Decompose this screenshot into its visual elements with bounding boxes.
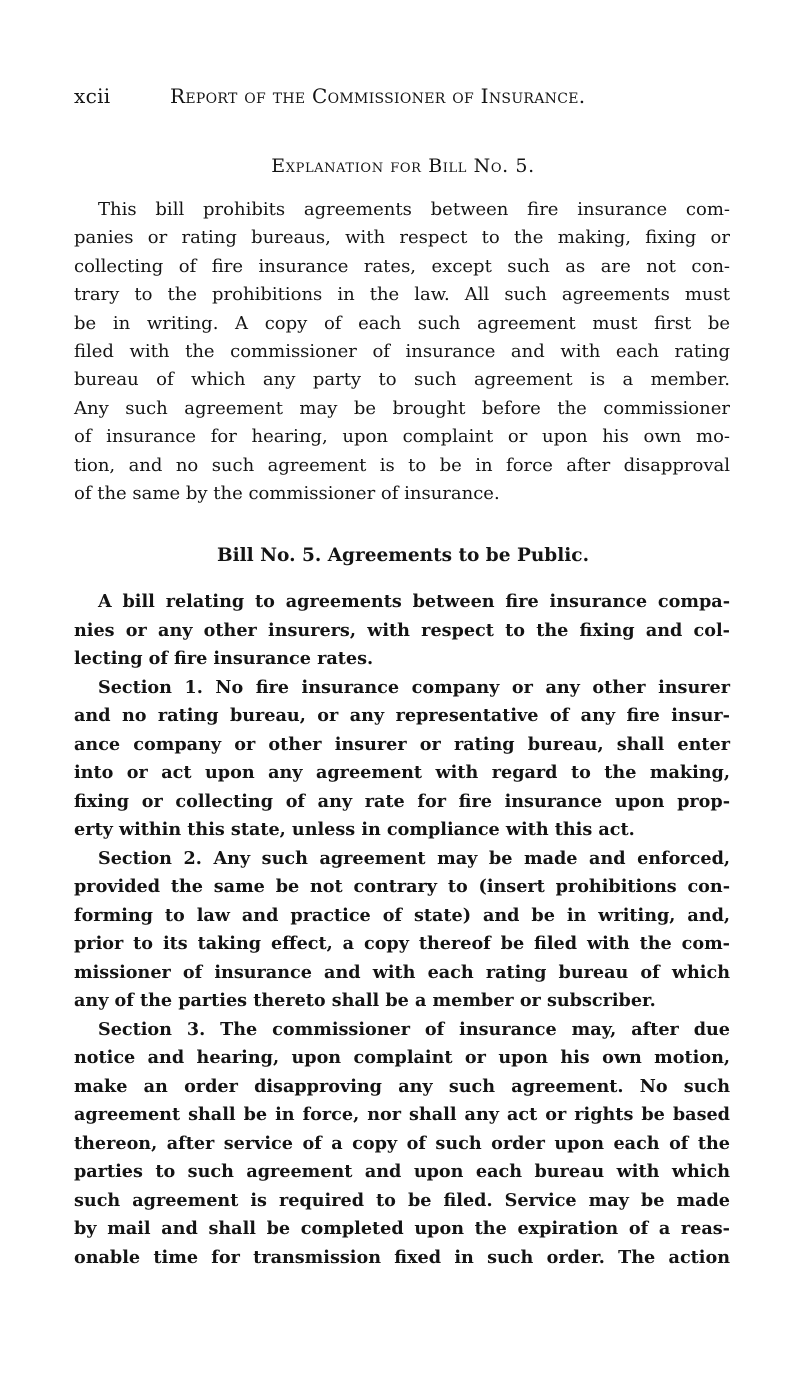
explanation-paragraph — [74, 196, 730, 508]
section-3-line: by mail and shall be completed upon the expiration of a reas- — [74, 1218, 730, 1239]
bill-heading: Bill No. 5. Agreements to be Public. — [216, 545, 590, 566]
section-2-line: Section 2. Any such agreement may be made and enforced, — [98, 847, 730, 869]
bill-text — [74, 588, 730, 1272]
intro-line: nies or any other insurers, with respect to the fixing and col- — [74, 619, 730, 641]
text-line: trary to the prohibitions in the law. All such agreements must — [74, 284, 730, 306]
text-line: filed with the commissioner of insurance and with each rating — [74, 341, 730, 363]
text-line: bureau of which any party to such agreement is a member. — [74, 369, 730, 391]
section-2-line: provided the same be not contrary to (insert prohibitions con- — [74, 876, 730, 897]
section-1-line: Section 1. No fire insurance company or any other insurer — [98, 676, 730, 698]
section-3-line: parties to such agreement and upon each bureau with which — [74, 1161, 730, 1182]
section-3-line: such agreement is required to be filed. Service may be made — [74, 1189, 730, 1211]
text-line: This bill prohibits agreements between fire insurance com- — [98, 199, 730, 220]
intro-line: A bill relating to agreements between fire insurance compa- — [98, 591, 730, 612]
section-1-line: fixing or collecting of any rate for fire insurance upon prop- — [74, 790, 730, 812]
page-folio: xcii — [74, 84, 111, 108]
running-head — [74, 84, 734, 108]
section-3-line: make an order disapproving any such agreement. No such — [74, 1075, 730, 1097]
section-1-line: and no rating bureau, or any representative of any fire insur- — [74, 705, 730, 726]
text-line: tion, and no such agreement is to be in force after disapproval — [74, 454, 730, 476]
section-3-line: thereon, after service of a copy of such order upon each of the — [74, 1132, 730, 1154]
text-line: of insurance for hearing, upon complaint or upon his own mo- — [74, 426, 730, 448]
section-3-line: agreement shall be in force, nor shall any act or rights be based — [74, 1104, 730, 1125]
intro-line: lecting of fire insurance rates. — [74, 648, 374, 669]
section-1-line: into or act upon any agreement with regard to the making, — [74, 762, 730, 783]
text-line: panies or rating bureaus, with respect to the making, fixing or — [74, 227, 730, 249]
section-2-line: any of the parties thereto shall be a member or subscriber. — [74, 990, 656, 1011]
section-3-line: notice and hearing, upon complaint or upon his own motion, — [74, 1047, 730, 1068]
section-3-line: onable time for transmission fixed in such order. The action — [74, 1246, 730, 1268]
section-2-line: missioner of insurance and with each rating bureau of which — [74, 961, 730, 983]
section-1-line: erty within this state, unless in compliance with this act. — [74, 819, 635, 840]
section-2-line: prior to its taking effect, a copy thereof be filed with the com- — [74, 933, 730, 954]
text-line: be in writing. A copy of each such agreement must first be — [74, 312, 730, 334]
running-title: Report of the Commissioner of Insurance. — [170, 84, 586, 108]
section-2-line: forming to law and practice of state) and be in writing, and, — [74, 904, 730, 926]
section-1-line: ance company or other insurer or rating bureau, shall enter — [74, 733, 730, 755]
text-line: collecting of fire insurance rates, except such as are not con- — [74, 255, 730, 277]
text-line: Any such agreement may be brought before the commissioner — [74, 397, 730, 419]
text-line: of the same by the commissioner of insurance. — [74, 483, 500, 505]
explanation-heading: Explanation for Bill No. 5. — [271, 155, 535, 177]
section-3-line: Section 3. The commissioner of insurance may, after due — [98, 1018, 730, 1040]
